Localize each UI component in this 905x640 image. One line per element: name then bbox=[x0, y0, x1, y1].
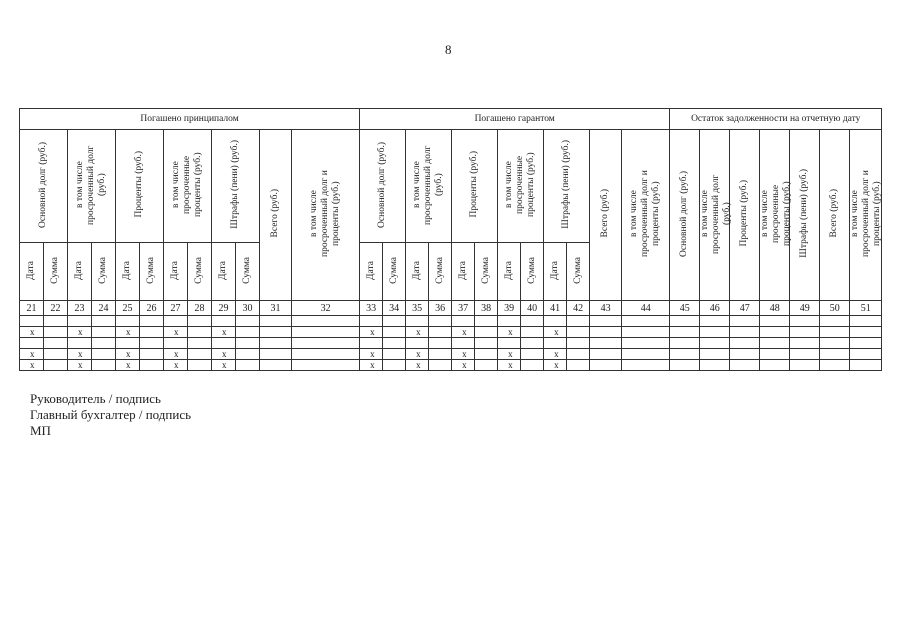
header-overdue-interest: в том числе просроченные проценты (руб.) bbox=[760, 130, 790, 301]
table-cell[interactable] bbox=[452, 316, 475, 327]
table-cell[interactable] bbox=[260, 349, 292, 360]
table-cell[interactable] bbox=[475, 316, 498, 327]
table-cell[interactable] bbox=[292, 327, 360, 338]
table-cell[interactable] bbox=[236, 360, 260, 371]
table-cell[interactable] bbox=[68, 316, 92, 327]
column-number: 40 bbox=[521, 301, 544, 316]
header-fines: Штрафы (пени) (руб.) bbox=[544, 130, 590, 243]
table-cell[interactable] bbox=[521, 349, 544, 360]
table-cell[interactable] bbox=[383, 360, 406, 371]
column-number: 41 bbox=[544, 301, 567, 316]
table-cell[interactable] bbox=[850, 360, 882, 371]
table-cell[interactable] bbox=[406, 316, 429, 327]
table-cell[interactable] bbox=[260, 338, 292, 349]
column-number: 24 bbox=[92, 301, 116, 316]
table-cell[interactable]: x bbox=[20, 360, 44, 371]
table-cell[interactable] bbox=[670, 327, 700, 338]
column-number: 38 bbox=[475, 301, 498, 316]
header-sum: Сумма bbox=[92, 243, 116, 301]
table-cell[interactable] bbox=[670, 360, 700, 371]
table-cell[interactable] bbox=[498, 316, 521, 327]
table-cell[interactable]: x bbox=[164, 327, 188, 338]
table-cell[interactable] bbox=[383, 327, 406, 338]
column-number: 50 bbox=[820, 301, 850, 316]
table-row bbox=[20, 360, 882, 371]
header-sum: Сумма bbox=[521, 243, 544, 301]
table-cell[interactable] bbox=[850, 349, 882, 360]
table-cell[interactable] bbox=[188, 360, 212, 371]
column-number: 48 bbox=[760, 301, 790, 316]
header-sum: Сумма bbox=[429, 243, 452, 301]
header-overdue-debt: в том числе просроченный долг (руб.) bbox=[406, 130, 452, 243]
table-cell[interactable] bbox=[140, 360, 164, 371]
table-cell[interactable] bbox=[622, 327, 670, 338]
table-cell[interactable] bbox=[140, 338, 164, 349]
header-total: Всего (руб.) bbox=[590, 130, 622, 301]
table-cell[interactable] bbox=[590, 327, 622, 338]
table-cell[interactable] bbox=[850, 338, 882, 349]
table-cell[interactable] bbox=[567, 338, 590, 349]
column-number: 45 bbox=[670, 301, 700, 316]
table-cell[interactable]: x bbox=[68, 349, 92, 360]
table-cell[interactable] bbox=[92, 338, 116, 349]
header-debt: Основной долг (руб.) bbox=[360, 130, 406, 243]
table-cell[interactable] bbox=[236, 338, 260, 349]
table-cell[interactable] bbox=[383, 349, 406, 360]
table-cell[interactable] bbox=[260, 360, 292, 371]
table-cell[interactable] bbox=[544, 338, 567, 349]
table-cell[interactable] bbox=[164, 316, 188, 327]
table-cell[interactable] bbox=[92, 349, 116, 360]
column-number: 43 bbox=[590, 301, 622, 316]
table-cell[interactable]: x bbox=[212, 349, 236, 360]
table-cell[interactable]: x bbox=[116, 327, 140, 338]
table-cell[interactable]: x bbox=[164, 349, 188, 360]
table-cell[interactable] bbox=[670, 316, 700, 327]
group-balance: Остаток задолженности на отчетную дату bbox=[670, 109, 882, 130]
table-cell[interactable] bbox=[44, 316, 68, 327]
header-total: Всего (руб.) bbox=[820, 130, 850, 301]
header-sum: Сумма bbox=[188, 243, 212, 301]
column-number: 33 bbox=[360, 301, 383, 316]
table-cell[interactable] bbox=[498, 338, 521, 349]
column-number: 51 bbox=[850, 301, 882, 316]
signature-head: Руководитель / подпись bbox=[30, 391, 161, 406]
table-row bbox=[20, 338, 882, 349]
table-cell[interactable] bbox=[44, 327, 68, 338]
table-cell[interactable] bbox=[590, 349, 622, 360]
table-cell[interactable] bbox=[164, 338, 188, 349]
table-cell[interactable] bbox=[188, 349, 212, 360]
table-cell[interactable] bbox=[820, 338, 850, 349]
header-overdue-interest: в том числе просроченные проценты (руб.) bbox=[164, 130, 212, 243]
table-cell[interactable] bbox=[429, 338, 452, 349]
column-number: 23 bbox=[68, 301, 92, 316]
header-debt: Основной долг (руб.) bbox=[20, 130, 68, 243]
column-number: 25 bbox=[116, 301, 140, 316]
table-cell[interactable]: x bbox=[116, 360, 140, 371]
table-cell[interactable] bbox=[790, 316, 820, 327]
column-number: 29 bbox=[212, 301, 236, 316]
header-sum: Сумма bbox=[475, 243, 498, 301]
table-cell[interactable] bbox=[20, 316, 44, 327]
table-cell[interactable] bbox=[820, 316, 850, 327]
table-row bbox=[20, 327, 882, 338]
table-cell[interactable] bbox=[92, 316, 116, 327]
table-cell[interactable] bbox=[760, 316, 790, 327]
column-number: 27 bbox=[164, 301, 188, 316]
table-cell[interactable] bbox=[700, 338, 730, 349]
table-cell[interactable] bbox=[567, 360, 590, 371]
table-cell[interactable] bbox=[92, 360, 116, 371]
table-cell[interactable] bbox=[429, 349, 452, 360]
table-cell[interactable] bbox=[730, 338, 760, 349]
table-cell[interactable]: x bbox=[68, 327, 92, 338]
table-cell[interactable] bbox=[700, 360, 730, 371]
table-cell[interactable]: x bbox=[20, 327, 44, 338]
table-cell[interactable] bbox=[452, 338, 475, 349]
header-date: Дата bbox=[544, 243, 567, 301]
header-total-overdue: в том числе просроченный долг и проценты (руб.) bbox=[622, 130, 670, 301]
table-cell[interactable]: x bbox=[212, 360, 236, 371]
table-cell[interactable] bbox=[236, 316, 260, 327]
table-cell[interactable] bbox=[622, 316, 670, 327]
table-cell[interactable] bbox=[622, 360, 670, 371]
table-cell[interactable] bbox=[260, 327, 292, 338]
column-number: 39 bbox=[498, 301, 521, 316]
column-number: 31 bbox=[260, 301, 292, 316]
header-interest: Проценты (руб.) bbox=[730, 130, 760, 301]
table-cell[interactable] bbox=[622, 338, 670, 349]
header-total: Всего (руб.) bbox=[260, 130, 292, 301]
table-cell[interactable] bbox=[521, 360, 544, 371]
table-cell[interactable] bbox=[429, 316, 452, 327]
table-cell[interactable] bbox=[360, 338, 383, 349]
table-cell[interactable] bbox=[590, 360, 622, 371]
table-cell[interactable] bbox=[292, 338, 360, 349]
page-number: 8 bbox=[445, 42, 452, 57]
table-cell[interactable] bbox=[820, 360, 850, 371]
column-number: 42 bbox=[567, 301, 590, 316]
table-cell[interactable]: x bbox=[406, 327, 429, 338]
table-cell[interactable] bbox=[140, 349, 164, 360]
table-cell[interactable] bbox=[212, 338, 236, 349]
table-cell[interactable] bbox=[292, 360, 360, 371]
table-cell[interactable]: x bbox=[360, 360, 383, 371]
table-cell[interactable] bbox=[116, 316, 140, 327]
table-row bbox=[20, 316, 882, 327]
table-cell[interactable]: x bbox=[164, 360, 188, 371]
column-number: 34 bbox=[383, 301, 406, 316]
table-cell[interactable] bbox=[140, 316, 164, 327]
column-number: 21 bbox=[20, 301, 44, 316]
table-cell[interactable] bbox=[850, 327, 882, 338]
header-interest: Проценты (руб.) bbox=[452, 130, 498, 243]
table-cell[interactable] bbox=[92, 327, 116, 338]
column-number: 46 bbox=[700, 301, 730, 316]
group-guarantor: Погашено гарантом bbox=[360, 109, 670, 130]
table-cell[interactable] bbox=[475, 338, 498, 349]
table-cell[interactable] bbox=[790, 327, 820, 338]
table-cell[interactable] bbox=[760, 360, 790, 371]
column-number: 22 bbox=[44, 301, 68, 316]
header-overdue-debt: в том числе просроченный долг (руб.) bbox=[700, 130, 730, 301]
header-date: Дата bbox=[498, 243, 521, 301]
table-cell[interactable] bbox=[622, 349, 670, 360]
group-principal: Погашено принципалом bbox=[20, 109, 360, 130]
column-number: 37 bbox=[452, 301, 475, 316]
table-cell[interactable]: x bbox=[360, 327, 383, 338]
table-cell[interactable] bbox=[730, 316, 760, 327]
table-cell[interactable] bbox=[429, 360, 452, 371]
header-date: Дата bbox=[360, 243, 383, 301]
header-date: Дата bbox=[116, 243, 140, 301]
table-cell[interactable]: x bbox=[452, 327, 475, 338]
table-cell[interactable] bbox=[760, 327, 790, 338]
header-sum: Сумма bbox=[383, 243, 406, 301]
table-cell[interactable]: x bbox=[212, 327, 236, 338]
table-cell[interactable] bbox=[820, 349, 850, 360]
table-cell[interactable] bbox=[475, 360, 498, 371]
header-sum: Сумма bbox=[236, 243, 260, 301]
table-cell[interactable] bbox=[521, 327, 544, 338]
table-cell[interactable]: x bbox=[68, 360, 92, 371]
table-cell[interactable] bbox=[760, 349, 790, 360]
table-cell[interactable] bbox=[236, 349, 260, 360]
table-cell[interactable] bbox=[590, 338, 622, 349]
table-cell[interactable] bbox=[590, 316, 622, 327]
table-cell[interactable]: x bbox=[544, 349, 567, 360]
table-cell[interactable] bbox=[383, 316, 406, 327]
header-debt: Основной долг (руб.) bbox=[670, 130, 700, 301]
table-cell[interactable] bbox=[292, 316, 360, 327]
header-date: Дата bbox=[164, 243, 188, 301]
table-cell[interactable]: x bbox=[406, 349, 429, 360]
table-cell[interactable] bbox=[236, 327, 260, 338]
table-cell[interactable]: x bbox=[406, 360, 429, 371]
table-cell[interactable] bbox=[406, 338, 429, 349]
column-number: 44 bbox=[622, 301, 670, 316]
table-cell[interactable] bbox=[116, 338, 140, 349]
table-cell[interactable] bbox=[383, 338, 406, 349]
table-cell[interactable] bbox=[188, 338, 212, 349]
table-cell[interactable] bbox=[790, 338, 820, 349]
table-cell[interactable] bbox=[44, 338, 68, 349]
table-cell[interactable]: x bbox=[498, 360, 521, 371]
header-date: Дата bbox=[452, 243, 475, 301]
header-fines: Штрафы (пени) (руб.) bbox=[790, 130, 820, 301]
table-cell[interactable]: x bbox=[452, 349, 475, 360]
table-cell[interactable] bbox=[820, 327, 850, 338]
table-cell[interactable] bbox=[212, 316, 236, 327]
table-cell[interactable] bbox=[20, 338, 44, 349]
seal-mark: МП bbox=[30, 423, 51, 438]
column-number: 30 bbox=[236, 301, 260, 316]
header-overdue-debt: в том числе просроченный долг (руб.) bbox=[68, 130, 116, 243]
table-cell[interactable] bbox=[360, 316, 383, 327]
table-cell[interactable] bbox=[730, 327, 760, 338]
table-cell[interactable] bbox=[521, 338, 544, 349]
table-cell[interactable] bbox=[292, 349, 360, 360]
table-cell[interactable]: x bbox=[498, 327, 521, 338]
header-sum: Сумма bbox=[44, 243, 68, 301]
table-cell[interactable]: x bbox=[544, 327, 567, 338]
table-cell[interactable] bbox=[700, 327, 730, 338]
column-number: 35 bbox=[406, 301, 429, 316]
table-cell[interactable] bbox=[760, 338, 790, 349]
repayment-table bbox=[19, 108, 882, 371]
table-cell[interactable] bbox=[68, 338, 92, 349]
table-cell[interactable] bbox=[44, 349, 68, 360]
table-cell[interactable] bbox=[521, 316, 544, 327]
header-sum: Сумма bbox=[140, 243, 164, 301]
table-cell[interactable] bbox=[670, 338, 700, 349]
column-number: 28 bbox=[188, 301, 212, 316]
header-interest: Проценты (руб.) bbox=[116, 130, 164, 243]
column-number: 49 bbox=[790, 301, 820, 316]
table-cell[interactable] bbox=[700, 349, 730, 360]
table-cell[interactable] bbox=[567, 316, 590, 327]
table-cell[interactable] bbox=[475, 349, 498, 360]
table-cell[interactable]: x bbox=[452, 360, 475, 371]
table-cell[interactable] bbox=[140, 327, 164, 338]
header-date: Дата bbox=[212, 243, 236, 301]
table-row bbox=[20, 349, 882, 360]
table-cell[interactable] bbox=[544, 316, 567, 327]
header-overdue-interest: в том числе просроченные проценты (руб.) bbox=[498, 130, 544, 243]
table-cell[interactable] bbox=[567, 327, 590, 338]
header-fines: Штрафы (пени) (руб.) bbox=[212, 130, 260, 243]
header-date: Дата bbox=[20, 243, 44, 301]
table-cell[interactable] bbox=[700, 316, 730, 327]
column-number: 36 bbox=[429, 301, 452, 316]
table-cell[interactable] bbox=[188, 327, 212, 338]
table-cell[interactable]: x bbox=[544, 360, 567, 371]
table-cell[interactable] bbox=[260, 316, 292, 327]
table-cell[interactable]: x bbox=[116, 349, 140, 360]
header-total-overdue: в том числе просроченный долг и проценты (руб.) bbox=[292, 130, 360, 301]
table-cell[interactable] bbox=[44, 360, 68, 371]
column-number: 47 bbox=[730, 301, 760, 316]
column-number: 26 bbox=[140, 301, 164, 316]
table-cell[interactable] bbox=[730, 360, 760, 371]
signature-accountant: Главный бухгалтер / подпись bbox=[30, 407, 192, 422]
table-cell[interactable] bbox=[790, 349, 820, 360]
header-date: Дата bbox=[68, 243, 92, 301]
table-cell[interactable] bbox=[670, 349, 700, 360]
table-cell[interactable]: x bbox=[360, 349, 383, 360]
table-cell[interactable] bbox=[790, 360, 820, 371]
table-cell[interactable]: x bbox=[20, 349, 44, 360]
table-cell[interactable] bbox=[850, 316, 882, 327]
table-cell[interactable] bbox=[188, 316, 212, 327]
column-number: 32 bbox=[292, 301, 360, 316]
header-sum: Сумма bbox=[567, 243, 590, 301]
column-number-row bbox=[20, 301, 882, 316]
table-cell[interactable] bbox=[730, 349, 760, 360]
table-cell[interactable] bbox=[429, 327, 452, 338]
table-cell[interactable]: x bbox=[498, 349, 521, 360]
table-cell[interactable] bbox=[567, 349, 590, 360]
header-date: Дата bbox=[406, 243, 429, 301]
header-total-overdue: в том числе просроченный долг и проценты (руб.) bbox=[850, 130, 882, 301]
table-cell[interactable] bbox=[475, 327, 498, 338]
